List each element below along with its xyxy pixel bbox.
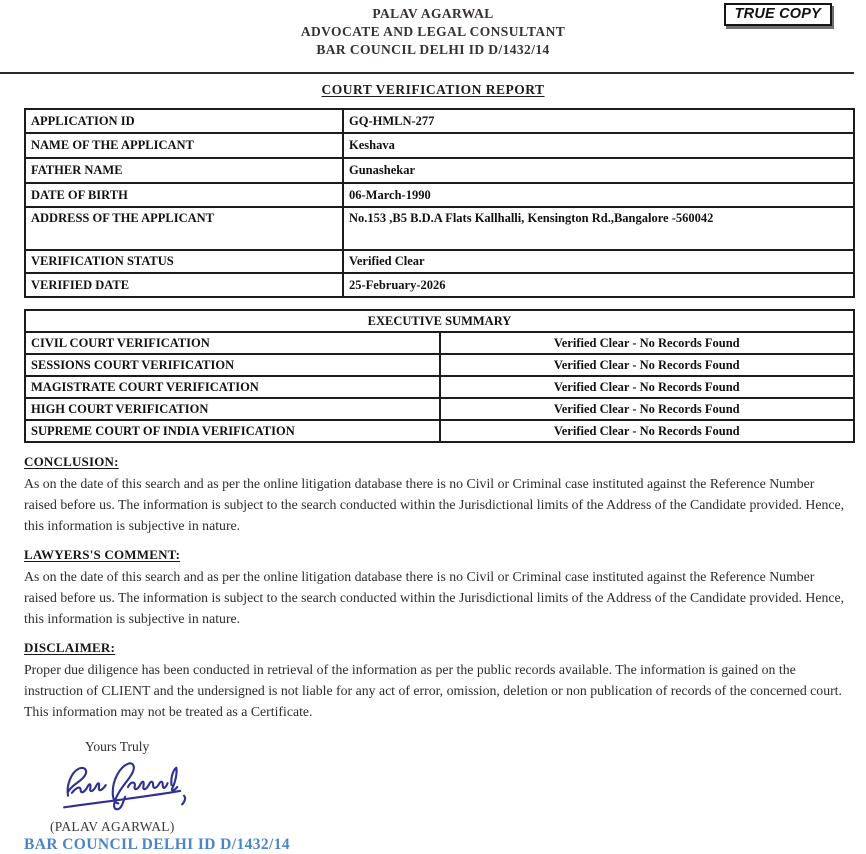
row-value: Verified Clear	[343, 250, 854, 273]
row-label: APPLICATION ID	[25, 109, 343, 133]
row-label: CIVIL COURT VERIFICATION	[25, 332, 440, 354]
table-row	[25, 376, 854, 398]
page-title: COURT VERIFICATION REPORT	[321, 82, 545, 97]
row-value: 06-March-1990	[343, 183, 854, 207]
document-body	[24, 108, 855, 854]
executive-summary-title: EXECUTIVE SUMMARY	[25, 310, 854, 332]
table-row	[25, 207, 854, 250]
applicant-details-table	[24, 108, 855, 298]
row-label: DATE OF BIRTH	[25, 183, 343, 207]
section-heading: DISCLAIMER:	[24, 640, 116, 655]
signature-ink	[52, 759, 202, 817]
row-label: ADDRESS OF THE APPLICANT	[25, 207, 343, 250]
section-lawyers-comment	[24, 547, 855, 629]
table-row	[25, 109, 854, 133]
row-value: Verified Clear - No Records Found	[440, 354, 855, 376]
row-value: GQ-HMLN-277	[343, 109, 854, 133]
row-label: MAGISTRATE COURT VERIFICATION	[25, 376, 440, 398]
signatory-name: (PALAV AGARWAL)	[50, 819, 175, 834]
row-value: Gunashekar	[343, 158, 854, 183]
advocate-bar-id: BAR COUNCIL DELHI ID D/1432/14	[316, 42, 550, 57]
row-value: Keshava	[343, 133, 854, 158]
table-row	[25, 420, 854, 442]
row-value: 25-February-2026	[343, 273, 854, 297]
advocate-name: PALAV AGARWAL	[372, 6, 494, 21]
section-body: As on the date of this search and as per the online litigation database there is no Civil or Criminal case instituted against the Reference Number raised before us. The information is subject to the search conducted within the Jurisdictional limits of the Address of the Candidate provided. Hence, this information is subjective in nature.	[24, 569, 845, 626]
section-body: Proper due diligence has been conducted in retrieval of the information as per the public records available. The information is gained on the instruction of CLIENT and the undersigned is not liable for any act of error, omission, deletion or non publication of records of the concerned court. This information may not be treated as a Certificate.	[24, 662, 842, 719]
row-value: Verified Clear - No Records Found	[440, 420, 855, 442]
table-row	[25, 158, 854, 183]
row-label: NAME OF THE APPLICANT	[25, 133, 343, 158]
table-row	[25, 250, 854, 273]
row-label: FATHER NAME	[25, 158, 343, 183]
row-label: VERIFIED DATE	[25, 273, 343, 297]
table-row	[25, 133, 854, 158]
table-row	[25, 398, 854, 420]
row-value: Verified Clear - No Records Found	[440, 398, 855, 420]
table-row	[25, 273, 854, 297]
table-row	[25, 354, 854, 376]
section-conclusion	[24, 454, 855, 536]
row-label: SUPREME COURT OF INDIA VERIFICATION	[25, 420, 440, 442]
table-row	[25, 332, 854, 354]
executive-summary-table	[24, 309, 855, 443]
row-label: VERIFICATION STATUS	[25, 250, 343, 273]
true-copy-stamp: TRUE COPY	[724, 3, 832, 26]
section-disclaimer	[24, 640, 855, 722]
row-value: No.153 ,B5 B.D.A Flats Kallhalli, Kensington Rd.,Bangalore -560042	[343, 207, 854, 250]
section-heading: CONCLUSION:	[24, 454, 119, 469]
table-header-row	[25, 310, 854, 332]
row-value: Verified Clear - No Records Found	[440, 332, 855, 354]
table-row	[25, 183, 854, 207]
section-heading: LAWYERS'S COMMENT:	[24, 547, 181, 562]
row-label: SESSIONS COURT VERIFICATION	[25, 354, 440, 376]
salutation: Yours Truly	[85, 739, 150, 754]
row-label: HIGH COURT VERIFICATION	[25, 398, 440, 420]
header-divider	[0, 72, 854, 74]
advocate-title: ADVOCATE AND LEGAL CONSULTANT	[300, 24, 566, 39]
row-value: Verified Clear - No Records Found	[440, 376, 855, 398]
section-body: As on the date of this search and as per the online litigation database there is no Civil or Criminal case instituted against the Reference Number raised before us. The information is subject to the search conducted within the Jurisdictional limits of the Address of the Candidate provided. Hence, this information is subjective in nature.	[24, 476, 845, 533]
bar-council-line: BAR COUNCIL DELHI ID D/1432/14	[24, 836, 291, 853]
